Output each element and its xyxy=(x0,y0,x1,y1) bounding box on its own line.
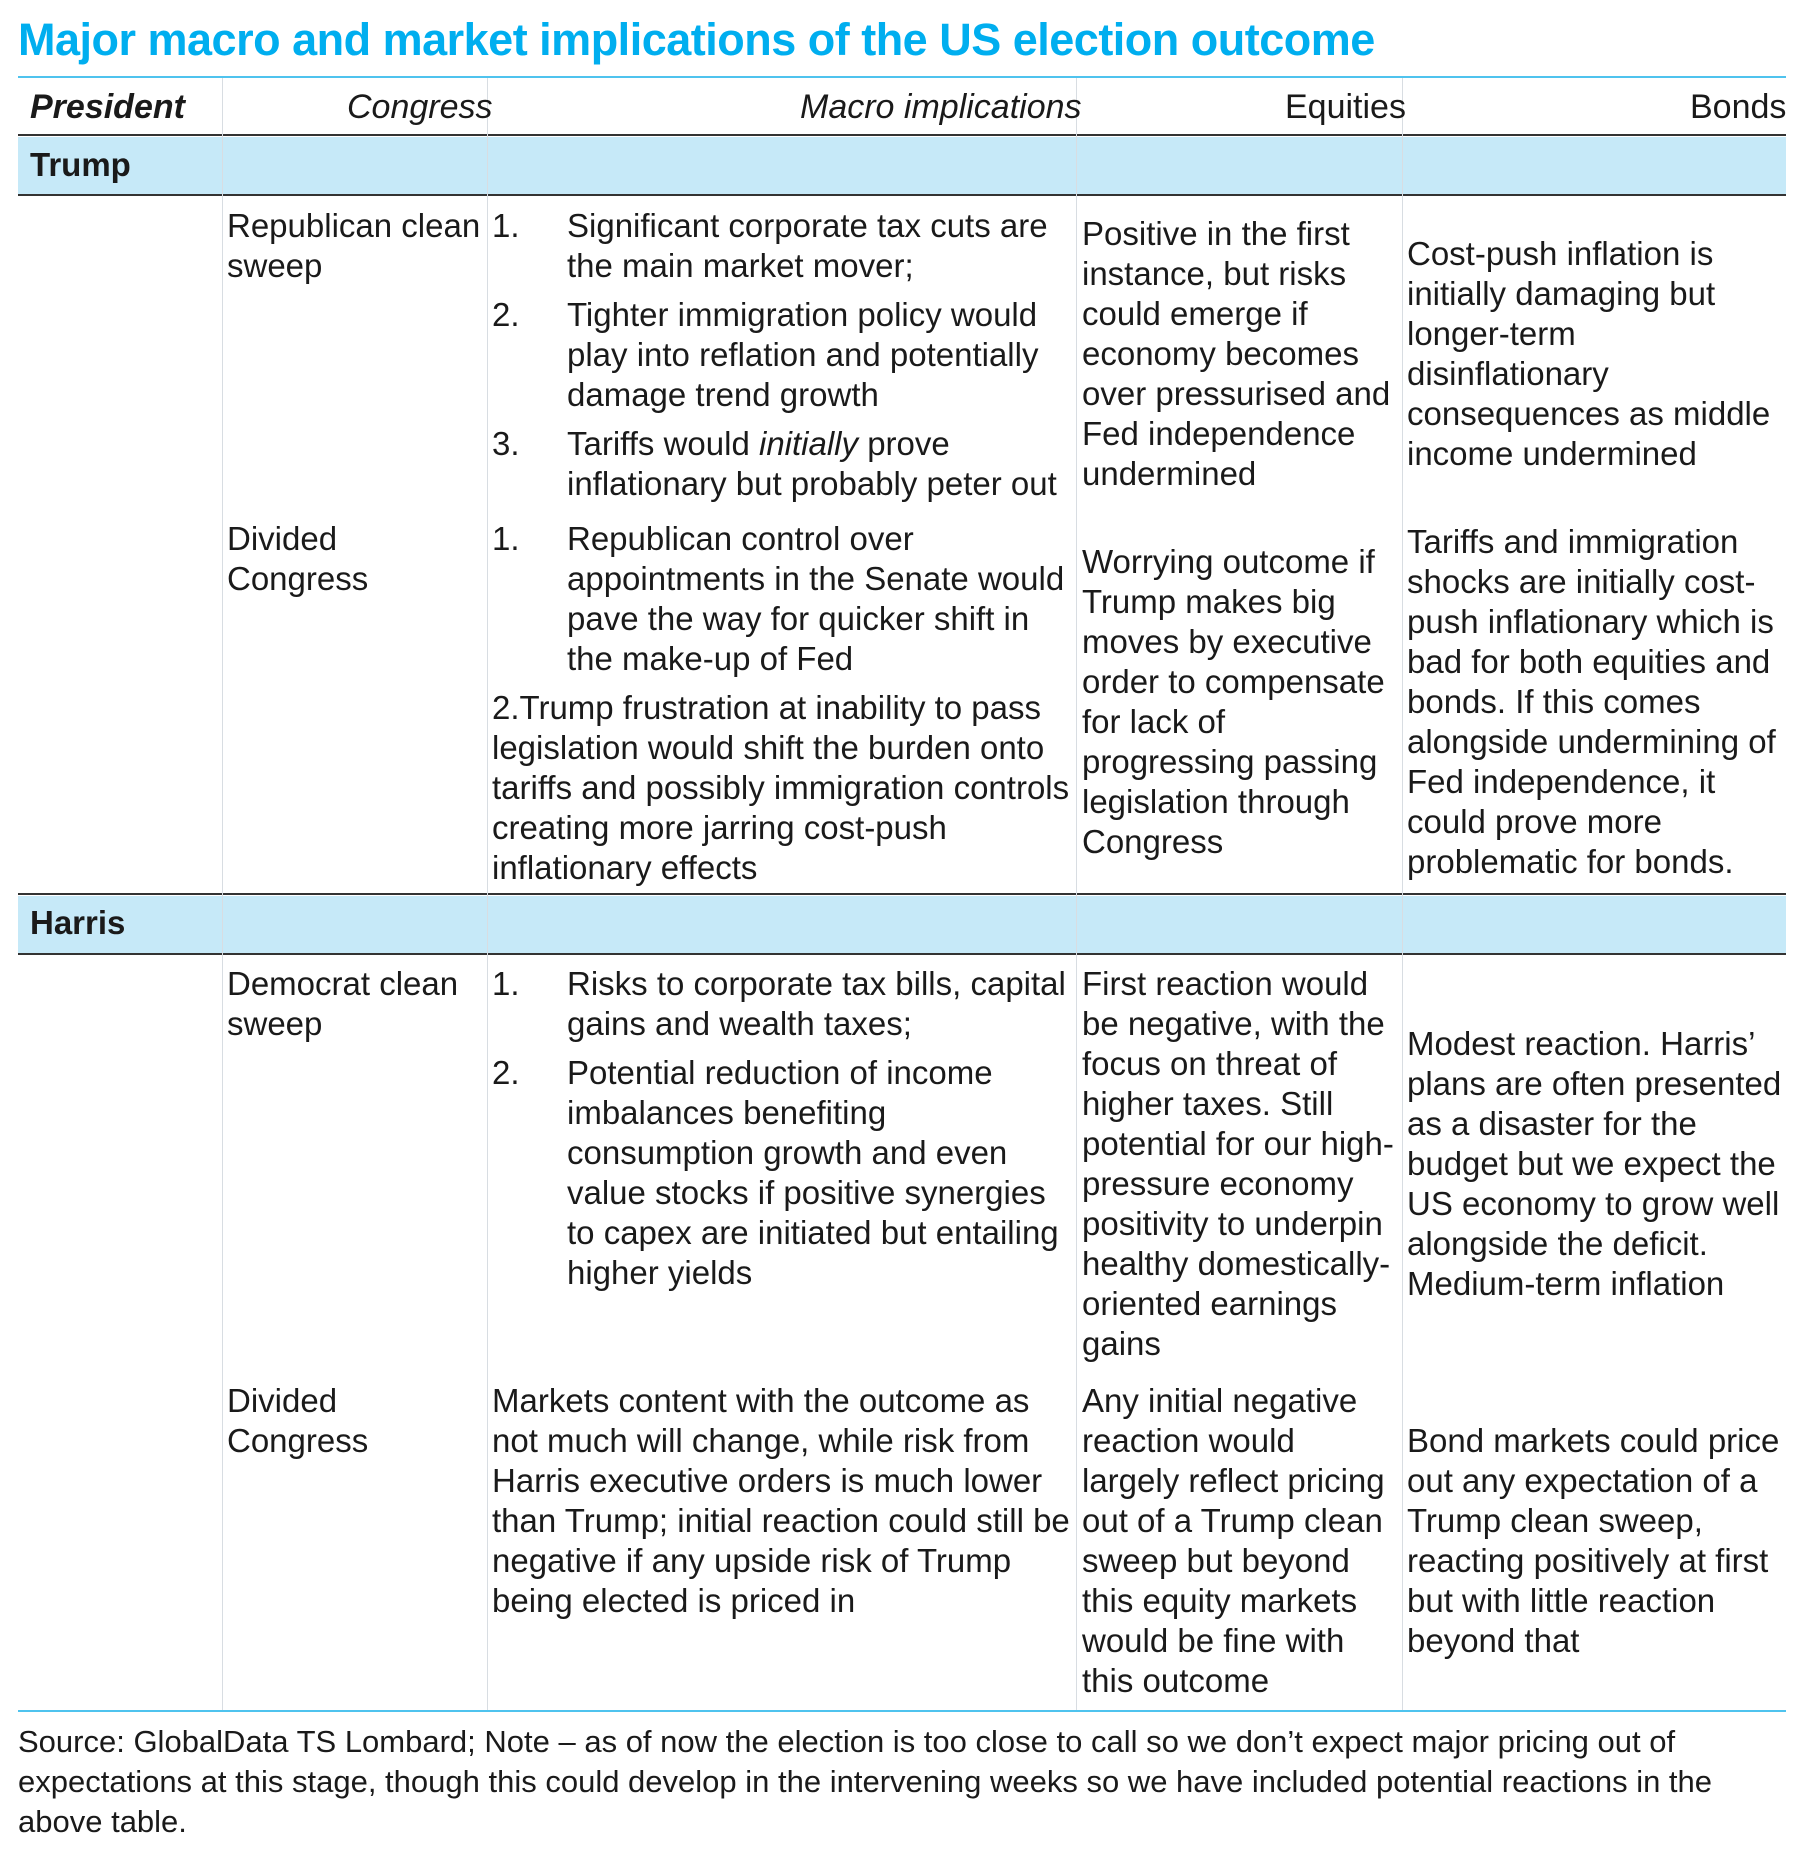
section-label-harris: Harris xyxy=(30,904,126,941)
congress-cell: Divided Congress xyxy=(227,1382,369,1459)
macro-cell xyxy=(492,206,1072,513)
col-divider xyxy=(222,78,223,1710)
harris-band-rule xyxy=(18,953,1786,955)
list-number: 2. xyxy=(492,296,520,333)
trump-band-rule xyxy=(18,194,1786,196)
equities-cell: First reaction would be negative, with the focus on threat of higher taxes. Still potential for our high-pressure economy positivity to underpin healthy domestically-oriented earnings gains xyxy=(1082,965,1394,1362)
list-item xyxy=(492,206,1072,286)
list-number: 1. xyxy=(492,207,520,244)
section-label-trump: Trump xyxy=(30,146,131,183)
congress-cell: Divided Congress xyxy=(227,520,369,597)
list-text-post: prove inflationary but probably peter out xyxy=(567,425,1057,502)
header-rule xyxy=(18,134,1786,136)
emphasis-text: initially xyxy=(758,425,859,462)
header-equities: Equities xyxy=(1285,88,1406,126)
table-bottom-rule xyxy=(18,1710,1786,1712)
list-text-pre: Tariffs would xyxy=(567,425,759,462)
macro-cell xyxy=(492,964,1072,1302)
macro-paragraph: 2.Trump frustration at inability to pass legislation would shift the burden onto tariffs and possibly immigration controls creating more jarring cost-push inflationary effects xyxy=(492,689,1070,886)
list-text: Republican control over appointments in the Senate would pave the way for quicker shift in the make-up of Fed xyxy=(567,520,1065,677)
equities-cell: Any initial negative reaction would largely reflect pricing out of a Trump clean sweep but beyond this equity markets would be fine with this outcome xyxy=(1082,1382,1385,1699)
congress-cell: Democrat clean sweep xyxy=(227,965,459,1042)
list-item xyxy=(492,519,1072,679)
list-text: Significant corporate tax cuts are the main market mover; xyxy=(567,207,1048,284)
header-president: President xyxy=(30,88,185,126)
equities-cell: Worrying outcome if Trump makes big moves by executive order to compensate for lack of progressing passing legislation through Congress xyxy=(1082,543,1385,860)
title-rule xyxy=(18,76,1786,78)
page-title: Major macro and market implications of the US election outcome xyxy=(18,14,1375,65)
list-text: Potential reduction of income imbalances benefiting consumption growth and even value stocks if positive synergies to capex are initiated but entailing higher yields xyxy=(567,1054,1059,1291)
bonds-cell: Bond markets could price out any expectation of a Trump clean sweep, reacting positively at first but with little reaction beyond that xyxy=(1407,1422,1780,1659)
list-number: 3. xyxy=(492,425,520,462)
list-number: 1. xyxy=(492,965,520,1002)
list-item xyxy=(492,964,1072,1044)
list-text: Tighter immigration policy would play into reflation and potentially damage trend growth xyxy=(567,296,1039,413)
bonds-cell: Modest reaction. Harris’ plans are often presented as a disaster for the budget but we expect the US economy to grow well alongside the deficit. Medium-term inflation xyxy=(1407,1025,1782,1302)
col-divider xyxy=(1402,78,1403,1710)
header-bonds: Bonds xyxy=(1690,88,1787,126)
list-item xyxy=(492,295,1072,415)
list-item xyxy=(492,1053,1072,1293)
col-divider xyxy=(487,78,488,1710)
section-band-trump xyxy=(18,137,1786,194)
source-note: Source: GlobalData TS Lombard; Note – as of now the election is too close to call so we don’t expect major pricing out of expectations at this stage, though this could develop in the intervening weeks so we have included potential reactions in the above table. xyxy=(18,1724,1713,1839)
list-text: Risks to corporate tax bills, capital gains and wealth taxes; xyxy=(567,965,1066,1042)
macro-cell xyxy=(492,519,1072,888)
congress-cell: Republican clean sweep xyxy=(227,207,481,284)
col-divider xyxy=(1076,78,1077,1710)
section-band-harris xyxy=(18,896,1786,953)
equities-cell: Positive in the first instance, but risks could emerge if economy becomes over pressurised and Fed independence undermined xyxy=(1082,215,1391,492)
header-congress: Congress xyxy=(347,88,493,126)
bonds-cell: Tariffs and immigration shocks are initially cost-push inflationary which is bad for both equities and bonds. If this comes alongside undermining of Fed independence, it could prove more problematic for bonds. xyxy=(1407,523,1776,880)
harris-top-rule xyxy=(18,893,1786,895)
list-number: 1. xyxy=(492,520,520,557)
list-number: 2. xyxy=(492,1054,520,1091)
macro-cell: Markets content with the outcome as not much will change, while risk from Harris executive orders is much lower than Trump; initial reaction could still be negative if any upside risk of Trump being elected is priced in xyxy=(492,1382,1070,1619)
list-item xyxy=(492,424,1072,504)
bonds-cell: Cost-push inflation is initially damaging but longer-term disinflationary consequences as middle income undermined xyxy=(1407,235,1771,472)
header-macro: Macro implications xyxy=(800,88,1082,126)
